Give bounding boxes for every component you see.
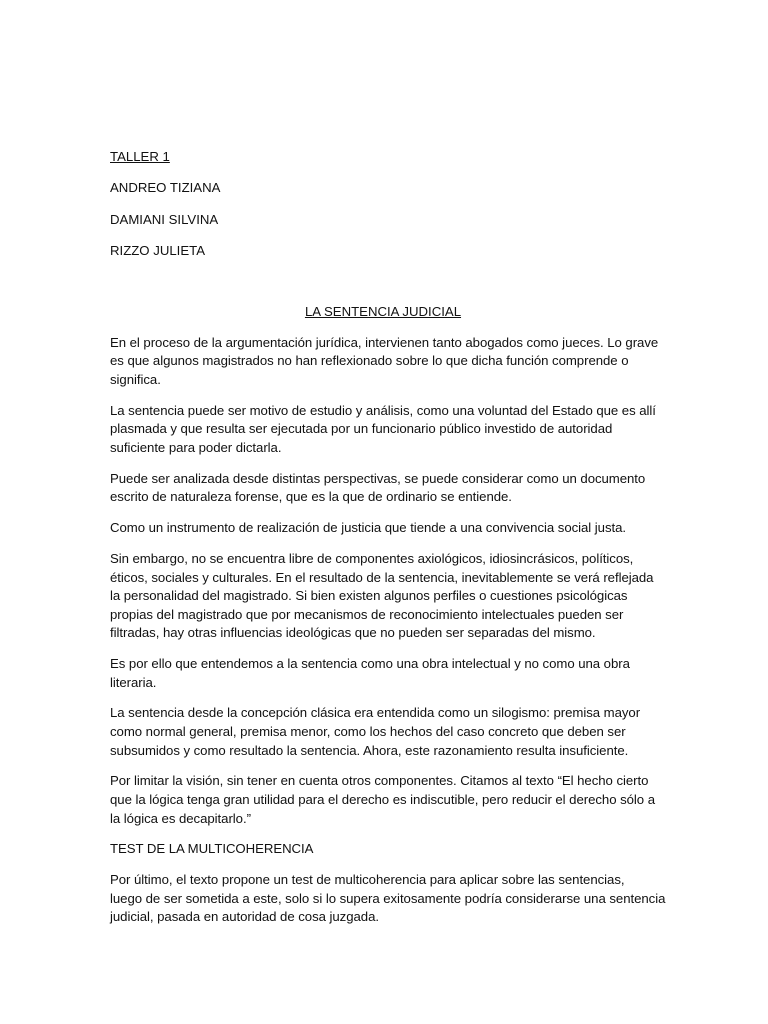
text-line: literaria. xyxy=(110,674,157,690)
text-line: Por último, el texto propone un test de multicoherencia para aplicar sobre las sentencias, xyxy=(110,872,625,888)
text-line: En el proceso de la argumentación jurídica, intervienen tanto abogados como jueces. Lo grave xyxy=(110,334,659,350)
text-line: TEST DE LA MULTICOHERENCIA xyxy=(110,841,314,857)
paragraph xyxy=(110,402,656,458)
paragraph xyxy=(110,550,656,643)
text-line: La sentencia puede ser motivo de estudio y análisis, como una voluntad del Estado que es allí xyxy=(110,402,656,418)
paragraph xyxy=(110,655,656,692)
text-line: es que algunos magistrados no han reflexionado sobre lo que dicha función comprende o xyxy=(110,353,629,369)
paragraph xyxy=(110,334,659,390)
author-name: RIZZO JULIETA xyxy=(110,243,206,259)
text-line: Puede ser analizada desde distintas perspectivas, se puede considerar como un documento xyxy=(110,470,646,486)
text-line: la lógica es decapitarlo.” xyxy=(110,810,251,826)
section-heading xyxy=(110,840,656,859)
text-line: judicial, pasada en autoridad de cosa juzgada. xyxy=(110,909,379,925)
text-line: subsumidos y como resultado la sentencia. Ahora, este razonamiento resulta insuficiente. xyxy=(110,742,629,758)
text-line: como normal general, premisa menor, como los hechos del caso concreto que deben ser xyxy=(110,724,626,740)
paragraph xyxy=(110,704,656,760)
paragraph xyxy=(110,519,656,538)
text-line: filtradas, hay otras influencias ideológicas que no pueden ser separadas del mismo. xyxy=(110,625,596,641)
text-line: propias del magistrado que por mecanismos de reconocimiento intelectuales pueden ser xyxy=(110,606,624,622)
workshop-label: TALLER 1 xyxy=(110,149,170,164)
text-line: La sentencia desde la concepción clásica era entendida como un silogismo: premisa mayor xyxy=(110,705,641,721)
document-content xyxy=(110,148,666,939)
text-line: Por limitar la visión, sin tener en cuenta otros componentes. Citamos al texto “El hecho cierto xyxy=(110,773,649,789)
text-line: que la lógica tenga gran utilidad para el derecho es indiscutible, pero reducir el derecho sólo a xyxy=(110,792,655,808)
paragraph xyxy=(110,470,656,507)
text-line: significa. xyxy=(110,372,161,388)
text-line: luego de ser sometida a este, solo si lo supera exitosamente podría considerarse una sentencia xyxy=(110,890,666,906)
paragraph xyxy=(110,772,656,828)
text-line: Sin embargo, no se encuentra libre de componentes axiológicos, idiosincrásicos, políticos, xyxy=(110,550,634,566)
author-name: DAMIANI SILVINA xyxy=(110,211,219,227)
text-line: la personalidad del magistrado. Si bien existen algunos perfiles o cuestiones psicológicas xyxy=(110,588,628,604)
text-line: Es por ello que entendemos a la sentencia como una obra intelectual y no como una obra xyxy=(110,656,630,672)
text-line: Como un instrumento de realización de justicia que tiende a una convivencia social justa. xyxy=(110,520,627,536)
text-line: suficiente para poder dictarla. xyxy=(110,440,282,456)
author-name: ANDREO TIZIANA xyxy=(110,180,221,196)
document-title: LA SENTENCIA JUDICIAL xyxy=(304,303,462,319)
paragraph xyxy=(110,871,666,927)
text-line: escrito de naturaleza forense, que es la que de ordinario se entiende. xyxy=(110,489,512,505)
text-line: plasmada y que resulta ser ejecutada por un funcionario público investido de autoridad xyxy=(110,421,613,437)
text-line: éticos, sociales y culturales. En el resultado de la sentencia, inevitablemente se verá reflejada xyxy=(110,569,654,585)
